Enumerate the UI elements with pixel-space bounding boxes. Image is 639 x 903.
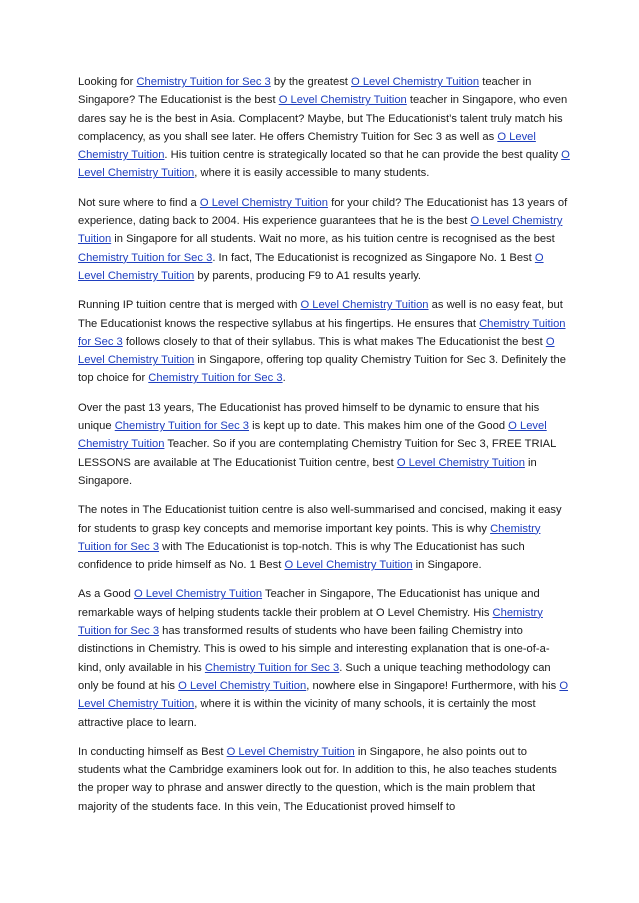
hyperlink[interactable]: O Level Chemistry Tuition bbox=[199, 196, 328, 209]
hyperlink[interactable]: Chemistry Tuition for Sec 3 bbox=[148, 372, 283, 385]
paragraph-3 bbox=[78, 296, 571, 387]
text-run: is kept up to date. This makes him one of the Good bbox=[249, 420, 509, 433]
hyperlink[interactable]: Chemistry Tuition for Sec 3 bbox=[78, 606, 543, 638]
text-run: Not sure where to find a bbox=[78, 196, 200, 209]
text-run: , where it is within the vicinity of many schools, it is certainly the most attractive place to learn. bbox=[78, 698, 536, 729]
text-run: In conducting himself as Best bbox=[78, 745, 227, 758]
document-page bbox=[78, 73, 571, 827]
paragraph-1 bbox=[78, 73, 571, 183]
text-run: in Singapore, offering top quality Chemistry Tuition for Sec 3. Definitely the top choice for bbox=[78, 354, 566, 385]
hyperlink[interactable]: O Level Chemistry Tuition bbox=[284, 559, 413, 572]
text-run: , where it is easily accessible to many students. bbox=[194, 167, 430, 180]
text-run: teacher in Singapore, who even dares say he is the best in Asia. Complacent? Maybe, but The Educationist’s talent truly match his complacency, as you shall see later. He offers Chemistry Tuition for Sec 3 as well as bbox=[78, 94, 568, 143]
text-run: . His tuition centre is strategically located so that he can provide the best quality bbox=[164, 149, 562, 162]
text-run: by parents, producing F9 to A1 results yearly. bbox=[194, 269, 422, 282]
text-run: in Singapore for all students. Wait no more, as his tuition centre is recognised as the best bbox=[111, 233, 555, 246]
text-run: Teacher. So if you are contemplating Chemistry Tuition for Sec 3, FREE TRIAL LESSONS are available at The Educationist Tuition centre, best bbox=[78, 438, 556, 469]
hyperlink[interactable]: O Level Chemistry Tuition bbox=[78, 215, 563, 246]
text-run: follows closely to that of their syllabus. This is what makes The Educationist the best bbox=[122, 335, 546, 348]
hyperlink[interactable]: O Level Chemistry Tuition bbox=[78, 420, 547, 451]
hyperlink[interactable]: O Level Chemistry Tuition bbox=[78, 679, 569, 711]
text-run: . In fact, The Educationist is recognized as Singapore No. 1 Best bbox=[212, 251, 535, 264]
paragraph-2 bbox=[78, 194, 571, 285]
hyperlink[interactable]: O Level Chemistry Tuition bbox=[226, 745, 355, 758]
paragraph-4 bbox=[78, 399, 571, 490]
text-run: with The Educationist is top-notch. This is why The Educationist has such confidence to pride himself as No. 1 Best bbox=[78, 540, 525, 572]
text-run: Looking for bbox=[78, 76, 137, 88]
text-run: , nowhere else in Singapore! Furthermore, with his bbox=[306, 679, 560, 692]
hyperlink[interactable]: Chemistry Tuition for Sec 3 bbox=[78, 317, 566, 348]
hyperlink[interactable]: O Level Chemistry Tuition bbox=[351, 76, 480, 88]
text-run: The notes in The Educationist tuition centre is also well-summarised and concised, making it easy for students to grasp key concepts and memorise important key points. This is why bbox=[78, 504, 562, 535]
text-run: in Singapore, he also points out to students what the Cambridge examiners look out for. In addition to this, he also teaches students the proper way to phrase and answer directly to the question, which is the main problem that majority of the students face. In this vein, The Educationist proved himself to bbox=[78, 745, 557, 813]
text-run: for your child? The Educationist has 13 years of experience, dating back to 2004. His experience guarantees that he is the best bbox=[78, 196, 568, 228]
text-run: As a Good bbox=[78, 588, 134, 601]
hyperlink[interactable]: Chemistry Tuition for Sec 3 bbox=[78, 251, 213, 264]
text-run: in Singapore. bbox=[78, 456, 537, 487]
hyperlink[interactable]: Chemistry Tuition for Sec 3 bbox=[204, 661, 340, 674]
hyperlink[interactable]: O Level Chemistry Tuition bbox=[78, 251, 544, 282]
text-run: . Such a unique teaching methodology can only be found at his bbox=[78, 661, 551, 692]
text-run: as well is no easy feat, but The Educationist knows the respective syllabus at his fingertips. He ensures that bbox=[78, 299, 563, 330]
text-run: Over the past 13 years, The Educationist has proved himself to be dynamic to ensure that his unique bbox=[78, 401, 540, 433]
text-run: has transformed results of students who have been failing Chemistry into distinctions in Chemistry. This is owed to his simple and interesting explanation that is one-of-a-kind, only available in his bbox=[78, 625, 550, 674]
hyperlink[interactable]: Chemistry Tuition for Sec 3 bbox=[136, 76, 271, 88]
hyperlink[interactable]: O Level Chemistry Tuition bbox=[178, 679, 307, 692]
text-run: Teacher in Singapore, The Educationist has unique and remarkable ways of helping students tackle their problem at O Level Chemistry. His bbox=[78, 588, 540, 619]
hyperlink[interactable]: O Level Chemistry Tuition bbox=[278, 94, 407, 107]
hyperlink[interactable]: Chemistry Tuition for Sec 3 bbox=[78, 522, 541, 553]
text-run: in Singapore. bbox=[412, 559, 482, 572]
hyperlink[interactable]: Chemistry Tuition for Sec 3 bbox=[114, 420, 250, 433]
text-run: . bbox=[282, 372, 286, 385]
text-run: teacher in Singapore? The Educationist is the best bbox=[78, 76, 532, 107]
paragraph-5 bbox=[78, 501, 571, 574]
hyperlink[interactable]: O Level Chemistry Tuition bbox=[300, 299, 429, 312]
text-run: Running IP tuition centre that is merged with bbox=[78, 299, 301, 312]
hyperlink[interactable]: O Level Chemistry Tuition bbox=[78, 130, 536, 162]
hyperlink[interactable]: O Level Chemistry Tuition bbox=[133, 588, 263, 601]
hyperlink[interactable]: O Level Chemistry Tuition bbox=[396, 456, 525, 469]
paragraph-7 bbox=[78, 743, 571, 816]
text-run: by the greatest bbox=[270, 76, 352, 88]
hyperlink[interactable]: O Level Chemistry Tuition bbox=[78, 149, 570, 180]
hyperlink[interactable]: O Level Chemistry Tuition bbox=[78, 335, 555, 367]
paragraph-6 bbox=[78, 585, 571, 731]
